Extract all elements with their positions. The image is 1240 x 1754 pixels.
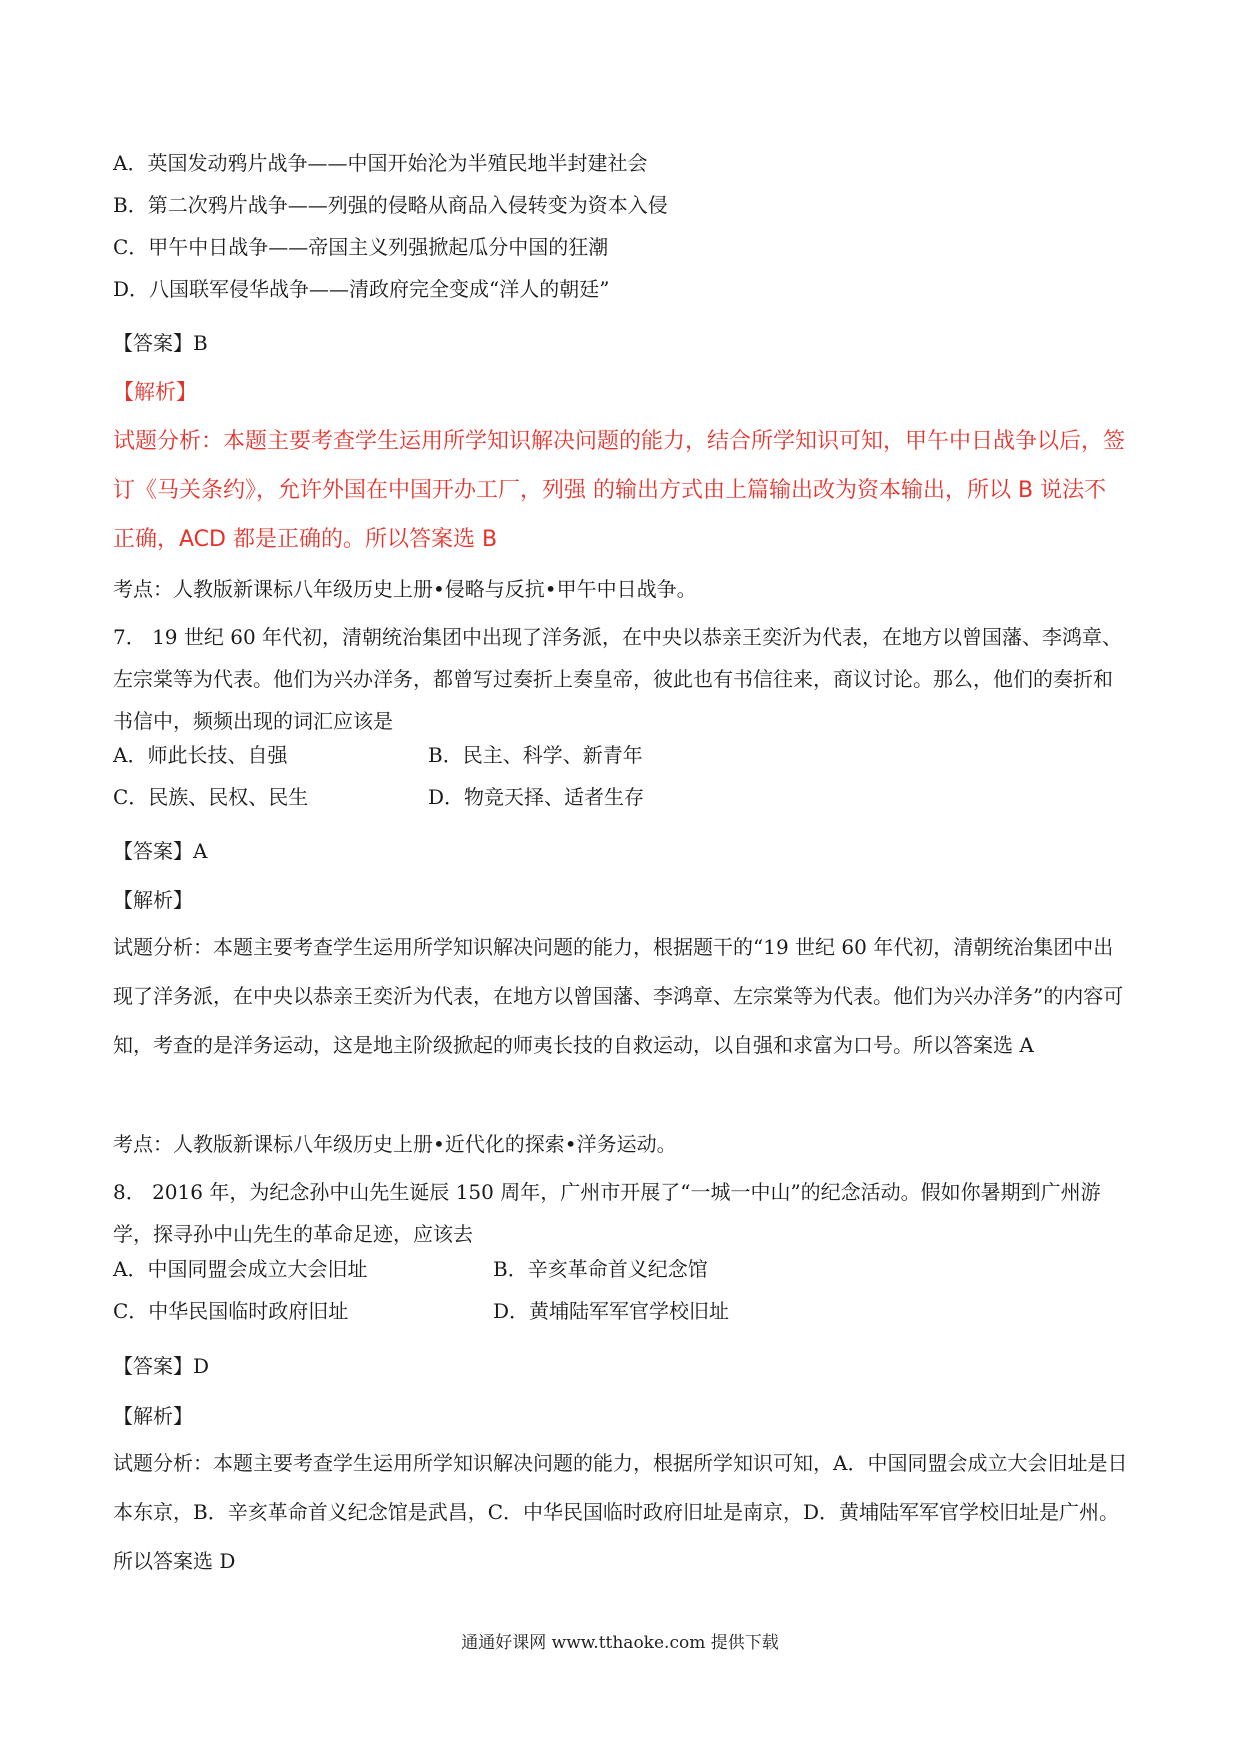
q6-option-a: A．英国发动鸦片战争——中国开始沦为半殖民地半封建社会 bbox=[113, 151, 648, 175]
q7-option-a: A．师此长技、自强 bbox=[113, 743, 288, 767]
q7-option-c: C．民族、民权、民生 bbox=[113, 785, 309, 809]
q6-kaodian: 考点：人教版新课标八年级历史上册•侵略与反抗•甲午中日战争。 bbox=[113, 577, 697, 601]
q8-option-a: A．中国同盟会成立大会旧址 bbox=[113, 1257, 368, 1281]
q6-answer: 【答案】B bbox=[113, 331, 208, 355]
q7-option-b: B．民主、科学、新青年 bbox=[428, 743, 643, 767]
q8-answer: 【答案】D bbox=[113, 1354, 210, 1378]
q7-kaodian: 考点：人教版新课标八年级历史上册•近代化的探索•洋务运动。 bbox=[113, 1132, 677, 1156]
q8-analysis: 试题分析：本题主要考查学生运用所学知识解决问题的能力，根据所学知识可知，A．中国同盟会成立大会旧址是日本东京，B．辛亥革命首义纪念馆是武昌，C．中华民国临时政府旧址是南京，D．黄埔陆军军官学校旧址是广州。所以答案选 D bbox=[113, 1451, 1128, 1573]
q8-option-b: B．辛亥革命首义纪念馆 bbox=[493, 1257, 708, 1281]
q6-analysis: 试题分析：本题主要考查学生运用所学知识解决问题的能力，结合所学知识可知，甲午中日战争以后，签订《马关条约》，允许外国在中国开办工厂，列强 的输出方式由上篇输出改为资本输出，所以 B 说法不正确，ACD 都是正确的。所以答案选 B bbox=[113, 429, 1126, 552]
q7-analysis-heading: 【解析】 bbox=[113, 888, 193, 912]
q8-option-d: D．黄埔陆军军官学校旧址 bbox=[493, 1299, 730, 1323]
q6-option-d: D．八国联军侵华战争——清政府完全变成“洋人的朝廷” bbox=[113, 277, 610, 301]
q6-option-c: C．甲午中日战争——帝国主义列强掀起瓜分中国的狂潮 bbox=[113, 235, 609, 259]
q8-stem: 8． 2016 年，为纪念孙中山先生诞辰 150 周年，广州市开展了“一城一中山”的纪念活动。假如你暑期到广州游学，探寻孙中山先生的革命足迹，应该去 bbox=[113, 1180, 1101, 1246]
q7-analysis: 试题分析：本题主要考查学生运用所学知识解决问题的能力，根据题干的“19 世纪 60 年代初，清朝统治集团中出现了洋务派，在中央以恭亲王奕沂为代表，在地方以曾国藩、李鸿章、左宗棠等为代表。他们为兴办洋务”的内容可知，考查的是洋务运动，这是地主阶级掀起的师夷长技的自救运动，以自强和求富为口号。所以答案选 A bbox=[113, 935, 1124, 1057]
q7-stem: 7． 19 世纪 60 年代初，清朝统治集团中出现了洋务派，在中央以恭亲王奕沂为代表，在地方以曾国藩、李鸿章、左宗棠等为代表。他们为兴办洋务，都曾写过奏折上奏皇帝，彼此也有书信往来，商议讨论。那么，他们的奏折和书信中，频频出现的词汇应该是 bbox=[113, 625, 1123, 733]
q8-option-c: C．中华民国临时政府旧址 bbox=[113, 1299, 349, 1323]
q7-answer: 【答案】A bbox=[113, 839, 208, 863]
q6-analysis-heading: 【解析】 bbox=[113, 380, 197, 404]
q7-option-d: D．物竞天择、适者生存 bbox=[428, 785, 645, 809]
page-footer: 通通好课网 www.tthaoke.com 提供下载 bbox=[461, 1633, 779, 1653]
q8-analysis-heading: 【解析】 bbox=[113, 1404, 193, 1428]
q6-option-b: B．第二次鸦片战争——列强的侵略从商品入侵转变为资本入侵 bbox=[113, 193, 668, 217]
